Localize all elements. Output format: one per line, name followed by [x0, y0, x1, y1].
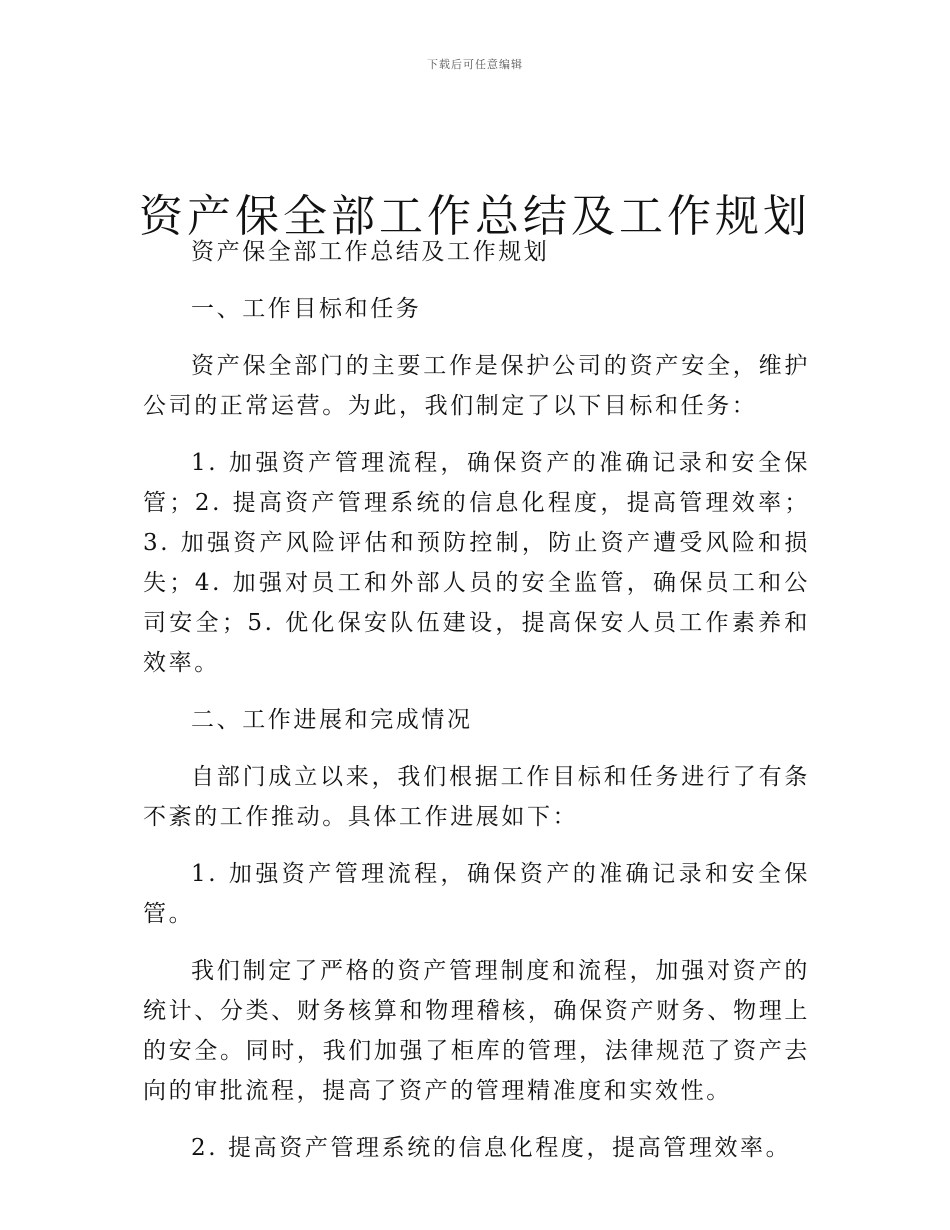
body-paragraph: 自部门成立以来，我们根据工作目标和任务进行了有条不紊的工作推动。具体工作进展如下：: [143, 764, 810, 830]
item-heading-1: 1. 加强资产管理流程，确保资产的准确记录和安全保管。: [143, 861, 810, 927]
goals-list-paragraph: 1. 加强资产管理流程，确保资产的准确记录和安全保管；2. 提高资产管理系统的信息化程度，提高管理效率；3. 加强资产风险评估和预防控制，防止资产遭受风险和损失；4. 加强对员工和外部人员的安全监管，确保员工和公司安全；5. 优化保安队伍建设，提高保安人员工作素养和效率。: [143, 450, 810, 676]
document-body: [143, 232, 810, 1185]
body-paragraph: 资产保全部门的主要工作是保护公司的资产安全，维护公司的正常运营。为此，我们制定了以下目标和任务：: [143, 353, 810, 419]
section-heading-goals: 一、工作目标和任务: [191, 296, 422, 322]
item-heading-2: 2. 提高资产管理系统的信息化程度，提高管理效率。: [191, 1135, 792, 1161]
body-paragraph: 我们制定了严格的资产管理制度和流程，加强对资产的统计、分类、财务核算和物理稽核，确保资产财务、物理上的安全。同时，我们加强了柜库的管理，法律规范了资产去向的审批流程，提高了资产的管理精准度和实效性。: [143, 958, 810, 1104]
header-note: 下载后可任意编辑: [427, 58, 523, 71]
subtitle-paragraph: 资产保全部工作总结及工作规划: [191, 239, 550, 265]
document-title: 资产保全部工作总结及工作规划: [139, 191, 811, 243]
section-heading-progress: 二、工作进展和完成情况: [191, 707, 473, 733]
